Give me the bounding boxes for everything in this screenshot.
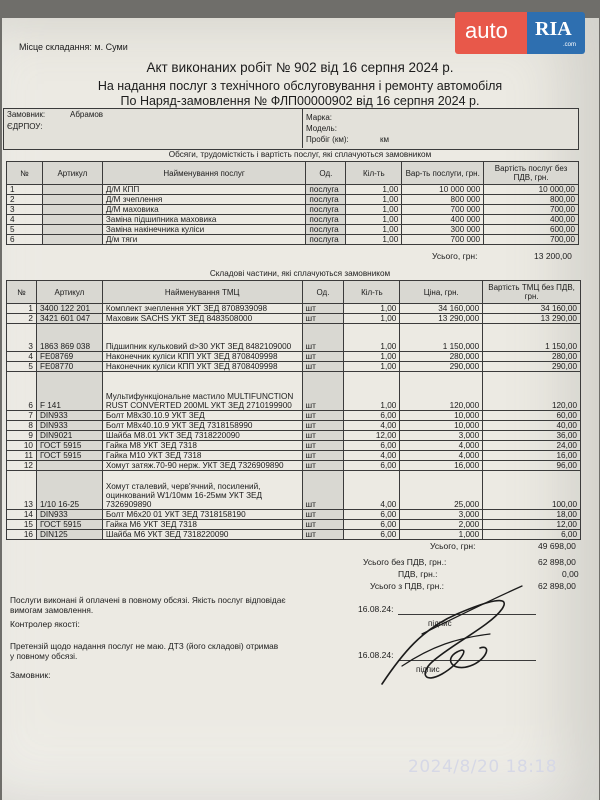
services-col-header: Артикул	[42, 162, 102, 185]
services-cell: послуга	[306, 185, 346, 195]
services-cell: 400 000	[402, 215, 484, 225]
parts-cell: Наконечник куліси КПП УКТ ЗЕД 8708409998	[102, 362, 302, 372]
parts-cell: 11	[7, 451, 37, 461]
parts-cell: 18,00	[483, 510, 581, 520]
parts-cell: 4,00	[344, 451, 400, 461]
services-cell: 4	[7, 215, 43, 225]
services-cell: 700 000	[402, 205, 484, 215]
parts-cell: 120,000	[400, 372, 483, 411]
parts-cell: DIN933	[36, 411, 102, 421]
vat-label: ПДВ, грн.:	[398, 569, 438, 579]
parts-cell: Гайка М10 УКТ ЗЕД 7318	[102, 451, 302, 461]
services-table	[6, 161, 579, 245]
services-cell: 1,00	[346, 225, 402, 235]
place-of-issue: Місце складання: м. Суми	[19, 42, 128, 52]
brand-label: Марка:	[306, 113, 332, 122]
services-completed-note: Послуги виконані й оплачені в повному обсязі. Якість послуг відповідає вимогам замовлення.	[10, 595, 286, 615]
parts-cell: Наконечник куліси КПП УКТ ЗЕД 8708409998	[102, 352, 302, 362]
services-cell: 700 000	[402, 235, 484, 245]
parts-row	[7, 431, 581, 441]
parts-cell: 16,00	[483, 451, 581, 461]
parts-cell	[36, 461, 102, 471]
parts-cell: 15	[7, 520, 37, 530]
watermark-auto-text: auto	[465, 18, 508, 43]
parts-row	[7, 471, 581, 510]
parts-cell: ГОСТ 5915	[36, 441, 102, 451]
parts-cell: 4,00	[344, 471, 400, 510]
parts-col-header: Кіл-ть	[344, 281, 400, 304]
auto-ria-watermark	[455, 12, 585, 54]
parts-cell: 10	[7, 441, 37, 451]
parts-cell: 6,00	[344, 520, 400, 530]
parts-row	[7, 510, 581, 520]
parts-cell: Комплект зчеплення УКТ ЗЕД 8708939098	[102, 304, 302, 314]
parts-col-header: Артикул	[36, 281, 102, 304]
parts-cell: 8	[7, 421, 37, 431]
parts-cell: шт	[302, 352, 344, 362]
parts-cell: 2	[7, 314, 37, 324]
photo-timestamp: 2024/8/20 18:18	[408, 757, 558, 777]
services-cell: 3	[7, 205, 43, 215]
parts-cell: Гайка М8 УКТ ЗЕД 7318	[102, 441, 302, 451]
parts-cell: 1 150,00	[483, 324, 581, 352]
services-cell: 600,00	[484, 225, 579, 235]
services-heading: Обсяги, трудомісткість і вартість послуг, які сплачуються замовником	[168, 150, 432, 159]
parts-cell: 60,00	[483, 411, 581, 421]
parts-cell: 4,00	[344, 421, 400, 431]
parts-cell: 12,00	[344, 431, 400, 441]
services-cell: 300 000	[402, 225, 484, 235]
parts-cell: Хомут сталевий, черв'ячний, посилений, оцинкований W1/10мм 16-25мм УКТ ЗЕД 7326909890	[102, 471, 302, 510]
services-col-header: Вартість послуг без ПДВ, грн.	[484, 162, 579, 185]
parts-row	[7, 421, 581, 431]
parts-cell: 7	[7, 411, 37, 421]
parts-cell: 1,000	[400, 530, 483, 540]
parts-cell: 3421 601 047	[36, 314, 102, 324]
parts-cell: 4	[7, 352, 37, 362]
services-cell: 700,00	[484, 205, 579, 215]
parts-cell: 290,000	[400, 362, 483, 372]
parts-cell: 120,00	[483, 372, 581, 411]
parts-cell: 34 160,00	[483, 304, 581, 314]
parts-cell: 3	[7, 324, 37, 352]
parts-cell: 13 290,000	[400, 314, 483, 324]
parts-cell: шт	[302, 441, 344, 451]
parts-cell: 36,00	[483, 431, 581, 441]
model-label: Модель:	[306, 124, 337, 133]
parts-cell: 280,00	[483, 352, 581, 362]
date-2: 16.08.24:	[358, 650, 394, 660]
services-cell: послуга	[306, 205, 346, 215]
parts-cell: DIN9021	[36, 431, 102, 441]
parts-row	[7, 441, 581, 451]
parts-cell: 6,00	[344, 411, 400, 421]
parts-cell: шт	[302, 314, 344, 324]
parts-cell: 5	[7, 362, 37, 372]
parts-cell: 25,000	[400, 471, 483, 510]
services-row	[7, 205, 579, 215]
parts-col-header: №	[7, 281, 37, 304]
services-row	[7, 195, 579, 205]
parts-row	[7, 362, 581, 372]
parts-cell: Мультифункціональне мастило MULTIFUNCTION RUST CONVERTED 200ML УКТ ЗЕД 2710199900	[102, 372, 302, 411]
customer-value: Абрамов	[70, 110, 104, 119]
parts-cell: 13	[7, 471, 37, 510]
parts-cell: 2,000	[400, 520, 483, 530]
services-cell: Заміна підшипника маховика	[102, 215, 306, 225]
parts-row	[7, 304, 581, 314]
parts-cell: ГОСТ 5915	[36, 451, 102, 461]
services-cell	[42, 185, 102, 195]
services-total-label: Усього, грн:	[432, 251, 478, 261]
parts-cell: Болт М6х20 01 УКТ ЗЕД 7318158190	[102, 510, 302, 520]
services-cell: 10 000,00	[484, 185, 579, 195]
signature-caption-2: підпис	[416, 665, 440, 674]
act-title: Акт виконаних робіт № 902 від 16 серпня 2024 р.	[146, 60, 454, 75]
services-row	[7, 185, 579, 195]
parts-cell: 16	[7, 530, 37, 540]
no-claims-note: Претензій щодо надання послуг не маю. ДТЗ (його складові) отримав у повному обсязі.	[10, 641, 279, 661]
parts-cell: 9	[7, 431, 37, 441]
signature-caption-1: підпис	[428, 619, 452, 628]
parts-total-value: 49 698,00	[538, 541, 576, 551]
no-vat-label: Усього без ПДВ, грн.:	[363, 557, 447, 567]
parts-cell: 6,00	[344, 441, 400, 451]
services-cell: 700,00	[484, 235, 579, 245]
parts-cell: 1,00	[344, 352, 400, 362]
services-cell: послуга	[306, 235, 346, 245]
parts-cell: шт	[302, 431, 344, 441]
vat-value: 0,00	[562, 569, 579, 579]
parts-cell: 1 150,000	[400, 324, 483, 352]
parts-cell: ГОСТ 5915	[36, 520, 102, 530]
parts-cell: шт	[302, 304, 344, 314]
watermark-com-text: .com	[563, 42, 577, 48]
customer-sign-label: Замовник:	[10, 670, 51, 680]
customer-label: Замовник:	[7, 110, 46, 119]
edrpou-label: ЄДРПОУ:	[7, 122, 43, 131]
parts-cell: 1,00	[344, 304, 400, 314]
parts-cell: 10,000	[400, 411, 483, 421]
parts-col-header: Ціна, грн.	[400, 281, 483, 304]
services-cell: Д/М КПП	[102, 185, 306, 195]
services-cell: 6	[7, 235, 43, 245]
services-cell: 800 000	[402, 195, 484, 205]
act-subtitle: На надання послуг з технічного обслуговування і ремонту автомобіля	[97, 79, 503, 93]
services-cell: 1,00	[346, 215, 402, 225]
parts-cell: 290,00	[483, 362, 581, 372]
services-cell: Д/м тяги	[102, 235, 306, 245]
parts-cell: шт	[302, 324, 344, 352]
services-cell	[42, 235, 102, 245]
no-vat-value: 62 898,00	[538, 557, 576, 567]
services-col-header: Вар-ть послуги, грн.	[402, 162, 484, 185]
parts-row	[7, 451, 581, 461]
services-cell: 800,00	[484, 195, 579, 205]
services-cell: Д/М зчеплення	[102, 195, 306, 205]
services-cell: послуга	[306, 215, 346, 225]
parts-cell: 6,00	[344, 461, 400, 471]
services-cell: послуга	[306, 225, 346, 235]
parts-cell: Маховик SACHS УКТ ЗЕД 8483508000	[102, 314, 302, 324]
parts-cell: 12,00	[483, 520, 581, 530]
services-cell: 10 000 000	[402, 185, 484, 195]
parts-cell: Болт М8х40.10.9 УКТ ЗЕД 7318158990	[102, 421, 302, 431]
parts-cell: 100,00	[483, 471, 581, 510]
parts-cell: 1,00	[344, 314, 400, 324]
parts-cell: шт	[302, 372, 344, 411]
services-col-header: Найменування послуг	[102, 162, 306, 185]
parts-cell: шт	[302, 510, 344, 520]
parts-cell: шт	[302, 461, 344, 471]
parts-cell: 1/10 16-25	[36, 471, 102, 510]
parts-cell: DIN933	[36, 421, 102, 431]
mileage-unit: км	[380, 135, 389, 144]
customer-divider	[302, 108, 303, 148]
services-cell	[42, 205, 102, 215]
parts-cell: DIN125	[36, 530, 102, 540]
parts-cell: Хомут затяж.70-90 нерж. УКТ ЗЕД 7326909890	[102, 461, 302, 471]
parts-cell: Гайка М6 УКТ ЗЕД 7318	[102, 520, 302, 530]
parts-row	[7, 324, 581, 352]
mileage-label: Пробіг (км):	[306, 135, 349, 144]
parts-cell: шт	[302, 471, 344, 510]
with-vat-value: 62 898,00	[538, 581, 576, 591]
quality-controller-label: Контролер якості:	[10, 619, 80, 629]
services-cell: 2	[7, 195, 43, 205]
parts-cell: шт	[302, 362, 344, 372]
parts-row	[7, 530, 581, 540]
parts-row	[7, 314, 581, 324]
services-col-header: Кіл-ть	[346, 162, 402, 185]
parts-cell: 12	[7, 461, 37, 471]
parts-cell: 6,00	[344, 510, 400, 520]
order-reference: По Наряд-замовлення № ФЛП00000902 від 16 серпня 2024 р.	[120, 94, 480, 108]
parts-cell: Шайба М6 УКТ ЗЕД 7318220090	[102, 530, 302, 540]
parts-cell: 34 160,000	[400, 304, 483, 314]
services-cell: 1,00	[346, 205, 402, 215]
services-row	[7, 235, 579, 245]
parts-cell: 1,00	[344, 324, 400, 352]
services-cell: 400,00	[484, 215, 579, 225]
parts-row	[7, 411, 581, 421]
parts-cell: 4,000	[400, 451, 483, 461]
parts-cell: 1	[7, 304, 37, 314]
parts-cell: 96,00	[483, 461, 581, 471]
services-cell: 1,00	[346, 195, 402, 205]
date-1: 16.08.24:	[358, 604, 394, 614]
parts-cell: Шайба М8.01 УКТ ЗЕД 7318220090	[102, 431, 302, 441]
services-cell	[42, 215, 102, 225]
services-cell: 1	[7, 185, 43, 195]
parts-heading: Складові частини, які сплачуються замовником	[209, 269, 391, 278]
services-cell: Д/М маховика	[102, 205, 306, 215]
parts-cell: Підшипник кульковий d>30 УКТ ЗЕД 8482109000	[102, 324, 302, 352]
parts-cell: 280,000	[400, 352, 483, 362]
parts-cell: 4,000	[400, 441, 483, 451]
services-cell: 1,00	[346, 185, 402, 195]
parts-cell: F 141	[36, 372, 102, 411]
services-cell	[42, 195, 102, 205]
parts-cell: шт	[302, 411, 344, 421]
parts-cell: DIN933	[36, 510, 102, 520]
parts-row	[7, 520, 581, 530]
services-cell: 5	[7, 225, 43, 235]
parts-cell: шт	[302, 520, 344, 530]
parts-cell: 6,00	[483, 530, 581, 540]
services-cell	[42, 225, 102, 235]
parts-table	[6, 280, 581, 540]
parts-cell: 1863 869 038	[36, 324, 102, 352]
parts-cell: 24,00	[483, 441, 581, 451]
parts-cell: 10,000	[400, 421, 483, 431]
services-cell: Заміна накінечника куліси	[102, 225, 306, 235]
parts-cell: FE08769	[36, 352, 102, 362]
parts-cell: FE08770	[36, 362, 102, 372]
services-row	[7, 225, 579, 235]
parts-cell: 13 290,00	[483, 314, 581, 324]
parts-row	[7, 461, 581, 471]
services-col-header: Од.	[306, 162, 346, 185]
parts-row	[7, 372, 581, 411]
parts-cell: 6,00	[344, 530, 400, 540]
parts-cell: 14	[7, 510, 37, 520]
parts-cell: шт	[302, 421, 344, 431]
parts-cell: 1,00	[344, 372, 400, 411]
parts-cell: 6	[7, 372, 37, 411]
services-row	[7, 215, 579, 225]
parts-cell: 16,000	[400, 461, 483, 471]
parts-col-header: Найменування ТМЦ	[102, 281, 302, 304]
handwritten-signature	[362, 574, 532, 694]
parts-cell: 1,00	[344, 362, 400, 372]
parts-cell: Болт М8х30.10.9 УКТ ЗЕД	[102, 411, 302, 421]
services-cell: 1,00	[346, 235, 402, 245]
services-col-header: №	[7, 162, 43, 185]
parts-col-header: Од.	[302, 281, 344, 304]
parts-cell: 3,000	[400, 431, 483, 441]
parts-cell: шт	[302, 451, 344, 461]
services-cell: послуга	[306, 195, 346, 205]
parts-col-header: Вартість ТМЦ без ПДВ, грн.	[483, 281, 581, 304]
parts-cell: 40,00	[483, 421, 581, 431]
parts-cell: 3,000	[400, 510, 483, 520]
parts-cell: шт	[302, 530, 344, 540]
services-total-value: 13 200,00	[534, 251, 572, 261]
parts-total-label: Усього, грн:	[430, 541, 476, 551]
parts-cell: 3400 122 201	[36, 304, 102, 314]
with-vat-label: Усього з ПДВ, грн.:	[370, 581, 445, 591]
parts-row	[7, 352, 581, 362]
watermark-ria-text: RIA	[535, 18, 572, 40]
